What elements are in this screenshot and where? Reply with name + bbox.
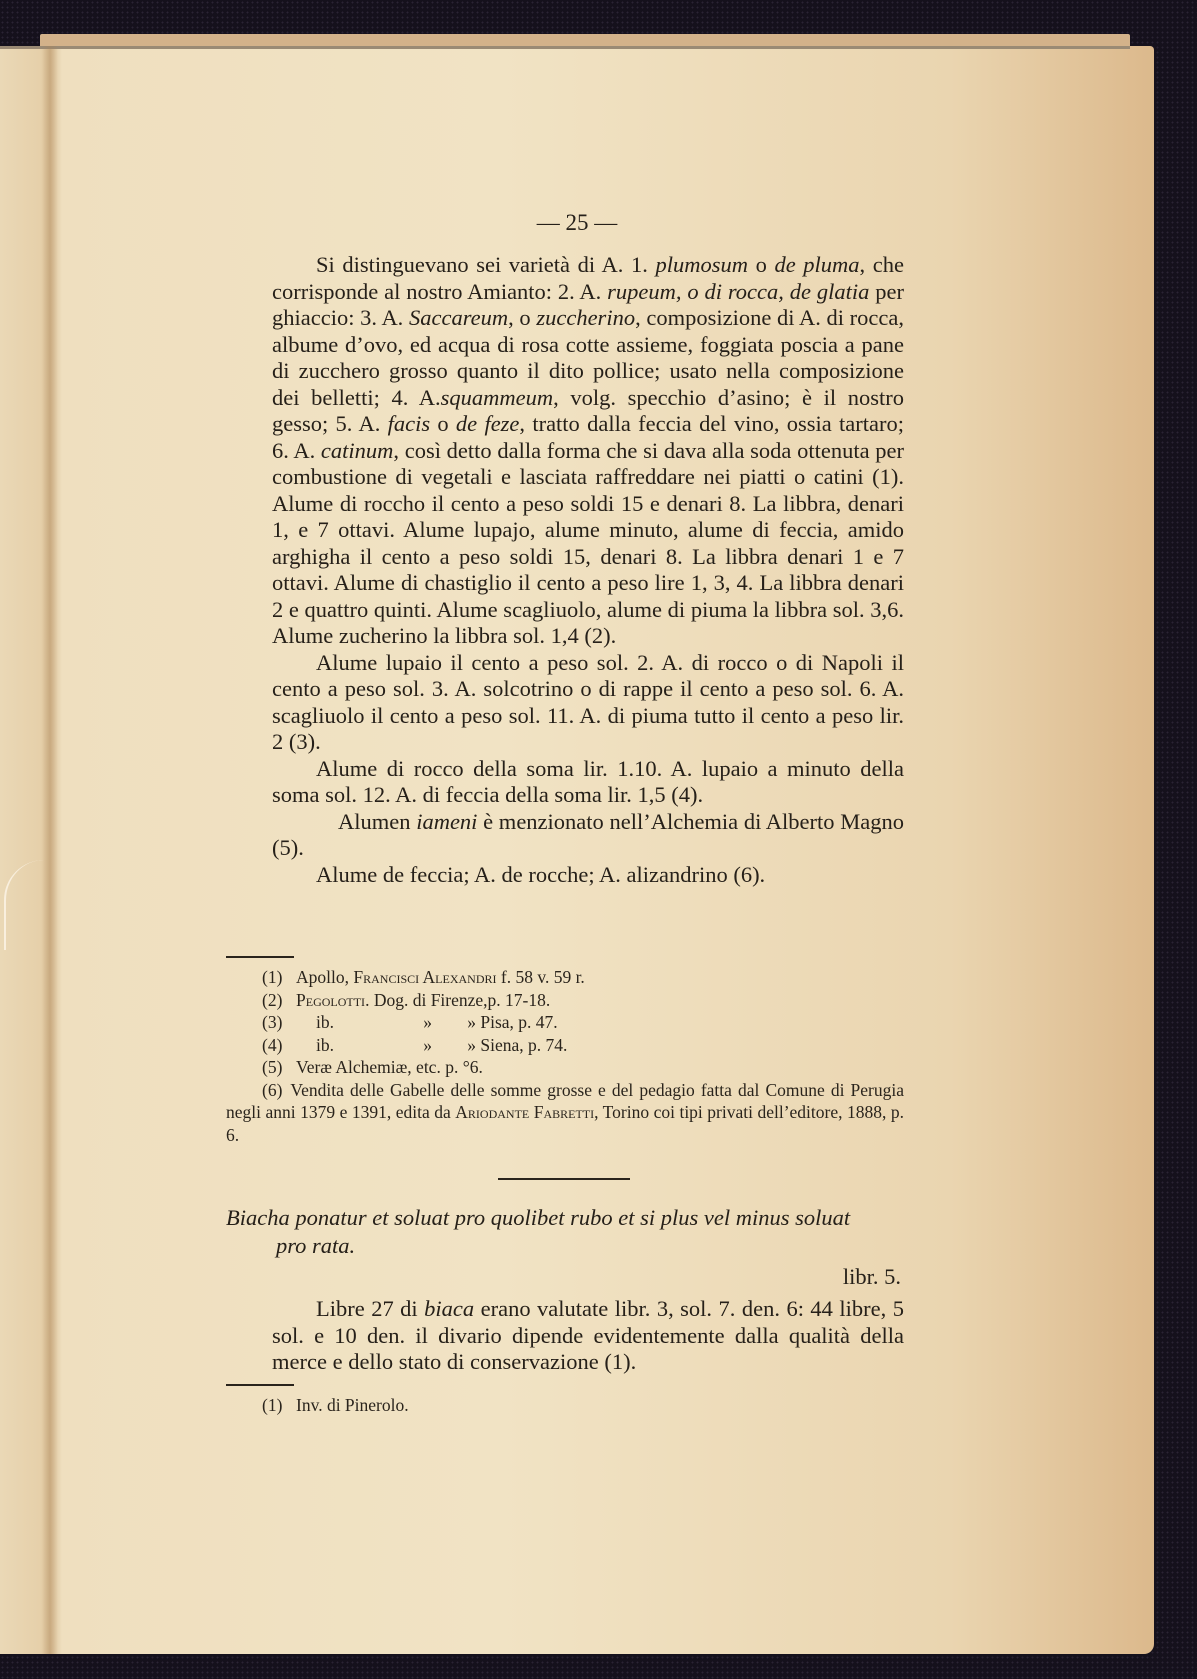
small-caps-run: Pegolotti — [296, 989, 366, 1010]
footnote-2: (2) Pegolotti. Dog. di Firenze,p. 17-18. — [262, 989, 551, 1010]
footnotes-section-2 — [226, 1394, 904, 1417]
paragraph-lupaio — [272, 650, 904, 756]
text-run: , Torino coi tipi privati dell’editore, 1888, p. 6. — [226, 1102, 904, 1145]
text-run: , composizione di A. di rocca, albume d’ovo, ed acqua di rosa cotte assieme, foggiata poscia a pane di zucchero grosso quanto il dito pollice; usato nella composizione dei belletti; 4. A. — [272, 305, 904, 410]
text-run: Alume di rocco della soma lir. 1.10. A. lupaio a minuto della soma sol. 12. A. di feccia della soma lir. 1,5 (4). — [272, 755, 904, 807]
text-run: Veræ Alchemiæ, etc. p. °6. — [296, 1057, 483, 1077]
paragraph-alumen-iameni — [272, 809, 904, 862]
gutter-fold — [42, 46, 58, 1654]
italic-run: iameni — [416, 808, 478, 834]
section-divider — [498, 1178, 630, 1180]
italic-run: facis — [387, 411, 431, 436]
text-run: Alume lupaio il cento a peso sol. 2. A. di rocco o di Napoli il cento a peso sol. 3. A. solcotrino o di rappe il cento a peso sol. 6. A. scagliuolo il cento a peso sol. 11. A. di piuma tutto il cento a peso lir. 2 (3). — [272, 649, 904, 754]
paragraph-biaca — [272, 1296, 904, 1376]
italic-run: zuccherino — [536, 305, 636, 330]
latin-line-2: pro rata. — [276, 1233, 356, 1258]
footnote-1: (1) Apollo, Francisci Alexandri f. 58 v. 59 r. — [262, 967, 585, 987]
text-run: erano valutate libr. 3, sol. 7. den. 6: 44 libre, 5 sol. e 10 den. il divario dipende evidentemente dalla qualità della merce e dello stato di conservazione (1). — [272, 1296, 904, 1374]
footnote-6: (6) Vendita delle Gabelle delle somme grosse e del pedagio fatta dal Comune di Perugia negli anni 1379 e 1391, edita da Ariodante Fabretti, Torino coi tipi privati dell’editore, 1888, p. 6. — [226, 1079, 904, 1145]
paragraph-alume-de-feccia — [272, 862, 904, 889]
italic-run: de feze — [455, 411, 520, 436]
footnote-3: (3) ib. » » Pisa, p. 47. — [262, 1012, 558, 1032]
text-run: . Dog. di Firenze,p. 17-18. — [365, 989, 551, 1010]
paragraph-rocco-soma — [272, 756, 904, 809]
text-run: Apollo, — [296, 967, 354, 987]
latin-tariff-entry — [226, 1204, 906, 1260]
italic-run: Saccareum — [408, 305, 509, 330]
tariff-amount: libr. 5. — [842, 1264, 901, 1289]
text-run: f. 58 v. 59 r. — [496, 967, 585, 987]
text-run: Si distinguevano sei varietà di A. 1. — [316, 252, 656, 277]
small-caps-run: Francisci Alexandri — [353, 967, 497, 987]
paragraph-varieties — [272, 252, 904, 650]
main-text-section-2 — [272, 1296, 904, 1376]
text-run: Vendita delle Gabelle delle somme grosse e del pedagio fatta dal Comune di Perugia negli anni 1379 e 1391, edita da — [226, 1079, 904, 1122]
footnote-pinerolo: (1) Inv. di Pinerolo. — [262, 1395, 409, 1415]
italic-run: rupeum, o di rocca, de glatia — [607, 278, 870, 304]
text-run: , o — [508, 305, 537, 330]
text-run: Alumen — [338, 808, 417, 834]
italic-run: squammeum — [440, 384, 554, 410]
text-run: Alume de feccia; A. de rocche; A. alizandrino (6). — [316, 861, 766, 887]
italic-run: biaca — [424, 1296, 475, 1321]
footnote-separator-2 — [226, 1384, 294, 1386]
footnote-separator-1 — [226, 956, 294, 958]
page-top-edge — [0, 46, 1130, 49]
main-text-section-1 — [272, 252, 904, 888]
text-run: , che corrisponde al nostro Amianto: 2. A. — [272, 252, 904, 304]
footnote-5: (5) Veræ Alchemiæ, etc. p. °6. — [262, 1057, 483, 1077]
page-number: — 25 — — [536, 210, 618, 235]
italic-run: plumosum — [655, 252, 748, 277]
text-run: , così detto dalla forma che si dava alla soda ottenuta per combustione di vegetali e lasciata raffreddare nei piatti o catini (1). Alume di roccho il cento a peso soldi 15 e denari 8. La libbra, denari 1, e 7 ottavi. Alume lupajo, alume minuto, alume di feccia, amido arghigha il cento a peso soldi 15, denari 8. La libbra denari 1 e 7 ottavi. Alume di chastiglio il cento a peso lire 1, 3, 4. La libbra denari 2 e quattro quinti. Alume scagliuolo, alume di piuma la libbra sol. 3,6. Alume zucherino la libbra sol. 1,4 (2). — [272, 437, 904, 648]
text-run: o — [430, 411, 456, 436]
text-run: , volg. specchio d’asino; è il nostro gesso; 5. A. — [272, 384, 904, 436]
text-run: Libre 27 di — [316, 1296, 425, 1321]
footnote-4: (4) ib. » » Siena, p. 74. — [262, 1034, 568, 1055]
text-run: è menzionato nell’Alchemia di Alberto Magno (5). — [272, 808, 904, 860]
text-run: , tratto dalla feccia del vino, ossia tartaro; 6. A. — [272, 411, 904, 463]
italic-run: de pluma — [774, 252, 860, 277]
italic-run: catinum — [320, 437, 394, 463]
small-caps-run: Ariodante Fabretti — [455, 1102, 595, 1122]
text-run: per ghiaccio: 3. A. — [272, 278, 904, 330]
footnotes-section-1 — [226, 966, 904, 1146]
latin-line-1: Biacha ponatur et soluat pro quolibet rubo et si plus vel minus soluat — [226, 1205, 851, 1230]
text-run: o — [747, 252, 775, 277]
